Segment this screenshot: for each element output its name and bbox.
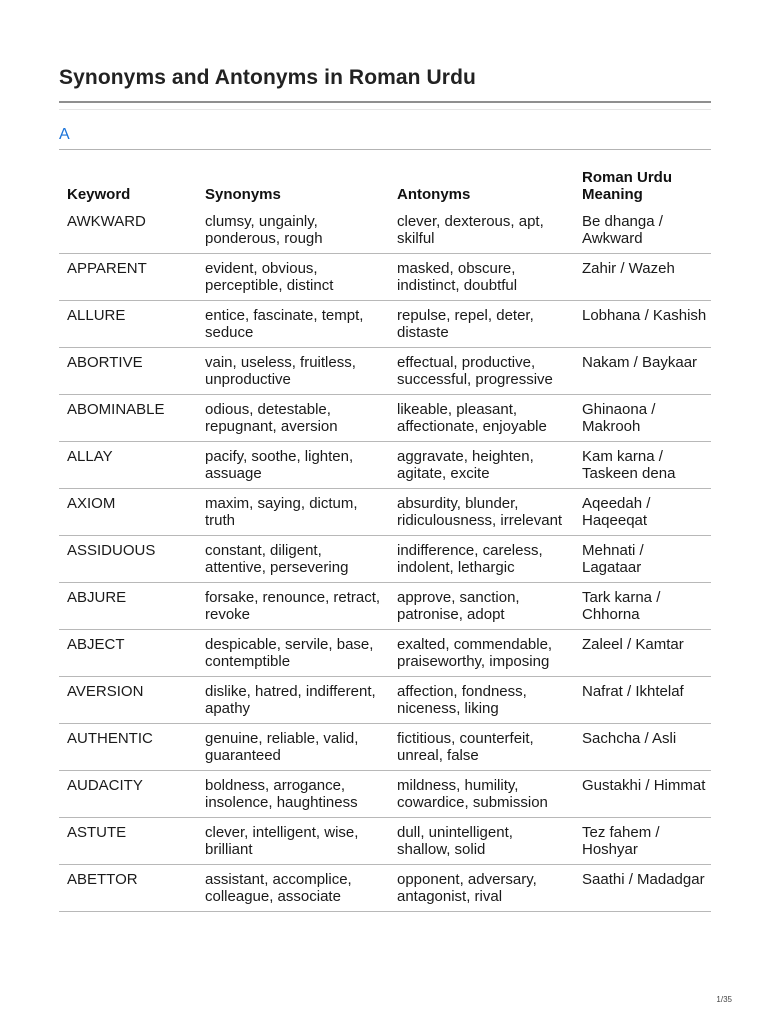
- cell-synonyms: despicable, servile, base, contemptible: [205, 636, 374, 670]
- cell-meaning: Sachcha / Asli: [582, 730, 677, 747]
- cell-antonyms: approve, sanction, patronise, adopt: [397, 589, 520, 623]
- table-row: [59, 395, 711, 442]
- cell-synonyms: pacify, soothe, lighten, assuage: [205, 448, 354, 482]
- cell-synonyms: genuine, reliable, valid, guaranteed: [205, 730, 359, 764]
- cell-keyword: AUDACITY: [67, 777, 143, 794]
- table-body: [59, 212, 711, 912]
- cell-antonyms: masked, obscure, indistinct, doubtful: [397, 260, 518, 294]
- cell-meaning: Mehnati / Lagataar: [582, 542, 644, 576]
- cell-antonyms: effectual, productive, successful, progressive: [397, 354, 553, 388]
- cell-meaning: Saathi / Madadgar: [582, 871, 705, 888]
- cell-meaning: Zahir / Wazeh: [582, 260, 675, 277]
- table-row: [59, 212, 711, 254]
- cell-meaning: Tez fahem / Hoshyar: [582, 824, 660, 858]
- table-row: [59, 442, 711, 489]
- cell-synonyms: dislike, hatred, indifferent, apathy: [205, 683, 376, 717]
- cell-antonyms: fictitious, counterfeit, unreal, false: [397, 730, 534, 764]
- cell-keyword: ABETTOR: [67, 871, 138, 888]
- cell-keyword: ASSIDUOUS: [67, 542, 156, 559]
- cell-synonyms: clever, intelligent, wise, brilliant: [205, 824, 359, 858]
- cell-antonyms: absurdity, blunder, ridiculousness, irrelevant: [397, 495, 563, 529]
- table-row: [59, 865, 711, 912]
- table-row: [59, 724, 711, 771]
- cell-keyword: ABJECT: [67, 636, 125, 653]
- cell-keyword: ABORTIVE: [67, 354, 143, 371]
- header-meaning: Roman Urdu Meaning: [582, 169, 672, 203]
- cell-antonyms: clever, dexterous, apt, skilful: [397, 213, 544, 247]
- section-divider: [59, 149, 711, 150]
- cell-synonyms: boldness, arrogance, insolence, haughtiness: [205, 777, 358, 811]
- cell-keyword: AVERSION: [67, 683, 144, 700]
- table-row: [59, 536, 711, 583]
- table-row: [59, 348, 711, 395]
- page-number: 1/35: [716, 995, 732, 1004]
- cell-antonyms: likeable, pleasant, affectionate, enjoyable: [397, 401, 547, 435]
- cell-synonyms: forsake, renounce, retract, revoke: [205, 589, 381, 623]
- cell-meaning: Gustakhi / Himmat: [582, 777, 706, 794]
- title-divider-secondary: [59, 109, 711, 110]
- table-row: [59, 301, 711, 348]
- cell-antonyms: aggravate, heighten, agitate, excite: [397, 448, 534, 482]
- cell-synonyms: clumsy, ungainly, ponderous, rough: [205, 213, 323, 247]
- cell-antonyms: affection, fondness, niceness, liking: [397, 683, 527, 717]
- cell-antonyms: dull, unintelligent, shallow, solid: [397, 824, 513, 858]
- cell-keyword: ALLAY: [67, 448, 113, 465]
- document-title: Synonyms and Antonyms in Roman Urdu: [59, 66, 476, 89]
- cell-keyword: AWKWARD: [67, 213, 146, 230]
- cell-keyword: AXIOM: [67, 495, 116, 512]
- cell-synonyms: evident, obvious, perceptible, distinct: [205, 260, 334, 294]
- header-row: [59, 169, 711, 212]
- header-synonyms: Synonyms: [205, 186, 281, 203]
- cell-synonyms: odious, detestable, repugnant, aversion: [205, 401, 338, 435]
- cell-keyword: ABOMINABLE: [67, 401, 165, 418]
- cell-antonyms: opponent, adversary, antagonist, rival: [397, 871, 537, 905]
- cell-meaning: Zaleel / Kamtar: [582, 636, 684, 653]
- cell-keyword: ALLURE: [67, 307, 126, 324]
- table-header: [59, 169, 711, 212]
- table-row: [59, 583, 711, 630]
- table-row: [59, 818, 711, 865]
- table-row: [59, 254, 711, 301]
- cell-meaning: Kam karna / Taskeen dena: [582, 448, 676, 482]
- cell-meaning: Nakam / Baykaar: [582, 354, 698, 371]
- header-antonyms: Antonyms: [397, 186, 471, 203]
- cell-keyword: APPARENT: [67, 260, 147, 277]
- cell-keyword: ASTUTE: [67, 824, 127, 841]
- cell-synonyms: constant, diligent, attentive, persevering: [205, 542, 349, 576]
- cell-meaning: Tark karna / Chhorna: [582, 589, 661, 623]
- table-row: [59, 630, 711, 677]
- table-row: [59, 771, 711, 818]
- cell-antonyms: repulse, repel, deter, distaste: [397, 307, 534, 341]
- section-heading: A: [59, 126, 70, 143]
- cell-synonyms: maxim, saying, dictum, truth: [205, 495, 358, 529]
- cell-keyword: AUTHENTIC: [67, 730, 153, 747]
- cell-meaning: Lobhana / Kashish: [582, 307, 707, 324]
- cell-synonyms: entice, fascinate, tempt, seduce: [205, 307, 364, 341]
- cell-meaning: Nafrat / Ikhtelaf: [582, 683, 684, 700]
- header-keyword: Keyword: [67, 186, 131, 203]
- vocabulary-table: [59, 169, 711, 912]
- title-divider: [59, 101, 711, 103]
- cell-meaning: Be dhanga / Awkward: [582, 213, 663, 247]
- cell-synonyms: assistant, accomplice, colleague, associate: [205, 871, 352, 905]
- cell-antonyms: exalted, commendable, praiseworthy, imposing: [397, 636, 553, 670]
- cell-keyword: ABJURE: [67, 589, 127, 606]
- cell-meaning: Aqeedah / Haqeeqat: [582, 495, 651, 529]
- cell-antonyms: indifference, careless, indolent, lethargic: [397, 542, 543, 576]
- cell-antonyms: mildness, humility, cowardice, submission: [397, 777, 548, 811]
- table-row: [59, 677, 711, 724]
- cell-synonyms: vain, useless, fruitless, unproductive: [205, 354, 356, 388]
- table-row: [59, 489, 711, 536]
- cell-meaning: Ghinaona / Makrooh: [582, 401, 656, 435]
